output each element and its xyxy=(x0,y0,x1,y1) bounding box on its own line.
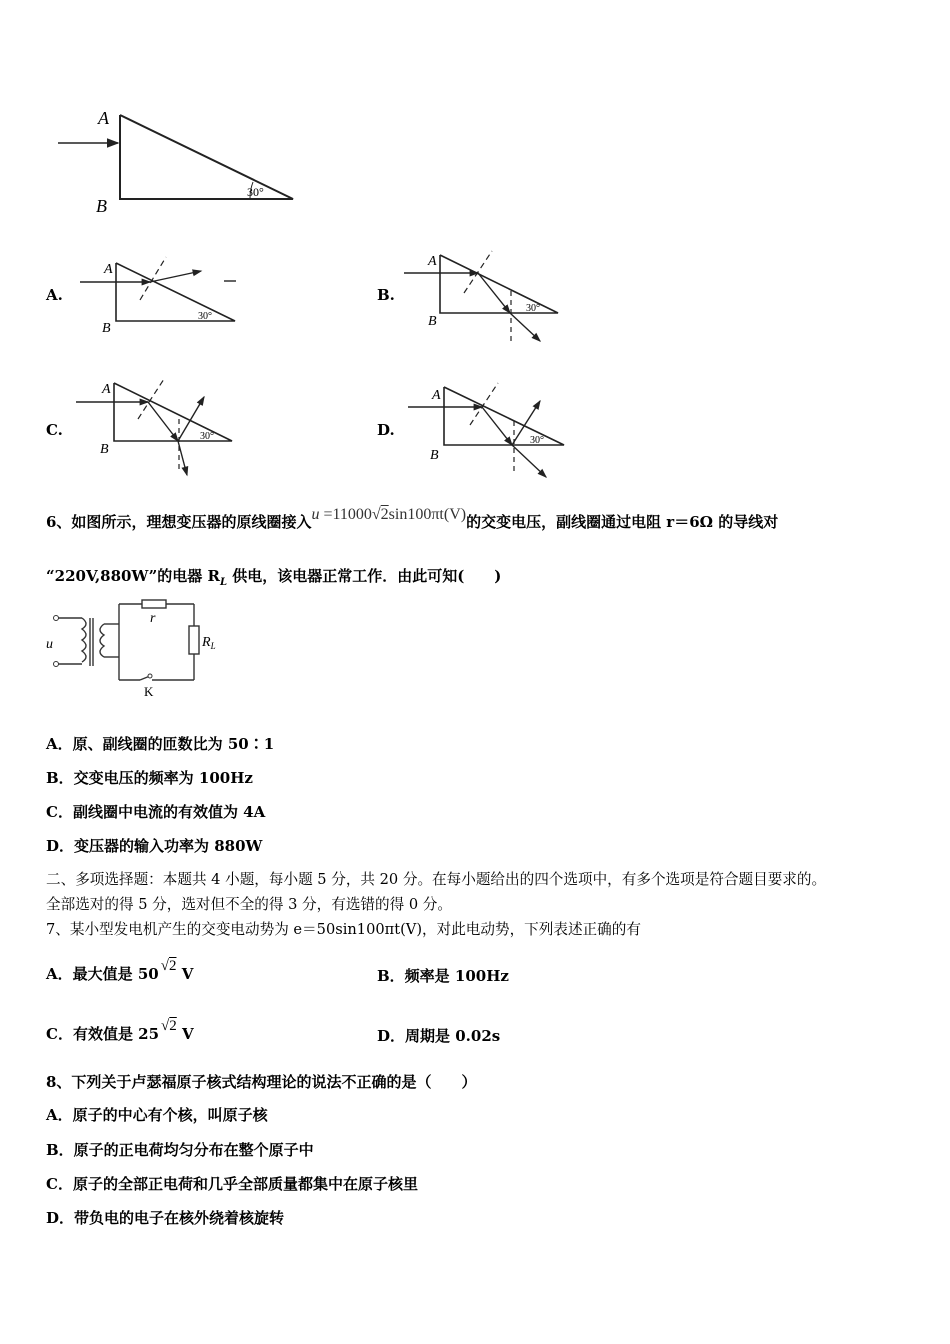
q6-option-a[interactable]: A．原、副线圈的匝数比为 50∶1 xyxy=(46,735,275,753)
section2-line2: 全部选对的得 5 分，选对但不全的得 3 分，有选错的得 0 分。 xyxy=(46,896,452,913)
q7-option-b[interactable]: B．频率是 100Hz xyxy=(377,967,509,985)
label-a: A xyxy=(98,108,109,128)
option-b-letter: B. xyxy=(377,286,395,304)
svg-text:RL: $R_L$ xyxy=(202,635,216,651)
prism-outline xyxy=(120,115,293,199)
option-d-figure[interactable] xyxy=(404,375,574,480)
svg-text:30°: 30° xyxy=(200,431,214,442)
q8-option-d[interactable]: D．带负电的电子在核外绕着核旋转 xyxy=(46,1209,285,1227)
svg-text:B: B xyxy=(100,442,109,457)
option-b-figure[interactable] xyxy=(400,245,570,345)
svg-text:A: A xyxy=(104,262,113,277)
q6-option-b[interactable]: B．交变电压的频率为 100Hz xyxy=(46,769,253,787)
option-a-figure[interactable] xyxy=(78,255,248,335)
svg-text:B: B xyxy=(102,321,111,335)
q6-option-c[interactable]: C．副线圈中电流的有效值为 4A xyxy=(46,803,266,821)
q8-option-a[interactable]: A．原子的中心有个核，叫原子核 xyxy=(46,1106,268,1124)
q6-stem-line2: “220V,880W”的电器 $R_L$ 供电，该电器正常工作．由此可知( ) xyxy=(46,567,502,588)
svg-text:r: r xyxy=(150,611,156,626)
svg-text:K: K xyxy=(144,684,154,699)
section2-line1: 二、多项选择题：本题共 4 小题，每小题 5 分，共 20 分。在每小题给出的四个选项中，有多个选项是符合题目要求的。 xyxy=(46,871,827,888)
q8-stem: 8、下列关于卢瑟福原子核式结构理论的说法不正确的是（ ） xyxy=(46,1073,477,1091)
q8-option-b[interactable]: B．原子的正电荷均匀分布在整个原子中 xyxy=(46,1141,314,1159)
q6-stem-line1: 6、如图所示，理想变压器的原线圈接入u =11000√2sin100πt(V)的交变电压，副线圈通过电阻 r＝6Ω 的导线对 xyxy=(46,506,779,531)
q8-option-c[interactable]: C．原子的全部正电荷和几乎全部质量都集中在原子核里 xyxy=(46,1175,418,1193)
svg-text:A: A xyxy=(102,382,111,397)
svg-text:B: B xyxy=(428,314,437,329)
q7-option-d[interactable]: D．周期是 0.02s xyxy=(377,1027,501,1045)
q6-option-d[interactable]: D．变压器的输入功率为 880W xyxy=(46,837,263,855)
svg-text:30°: 30° xyxy=(526,303,540,314)
svg-text:30°: 30° xyxy=(530,435,544,446)
option-d-letter: D. xyxy=(377,421,395,439)
svg-text:A: A xyxy=(428,254,437,269)
angle-label: 30° xyxy=(247,185,264,199)
transformer-circuit xyxy=(44,596,234,700)
svg-text:B: B xyxy=(430,448,439,463)
q6-formula: u =11000√2sin100πt(V) xyxy=(311,506,467,523)
svg-text:u: u xyxy=(46,637,53,652)
q7-option-a[interactable]: A．最大值是 50 √2 V xyxy=(46,958,194,983)
option-c-figure[interactable] xyxy=(72,375,242,480)
label-b: B xyxy=(96,196,107,216)
svg-text:30°: 30° xyxy=(198,311,212,322)
option-a-letter: A. xyxy=(46,286,63,304)
q7-option-c[interactable]: C．有效值是 25 √2 V xyxy=(46,1018,194,1043)
svg-text:A: A xyxy=(432,388,441,403)
main-prism-figure xyxy=(50,100,310,220)
q7-stem: 7、某小型发电机产生的交变电动势为 e＝50sin100πt(V)，对此电动势，下列表述正确的有 xyxy=(46,921,641,938)
option-c-letter: C. xyxy=(46,421,63,439)
